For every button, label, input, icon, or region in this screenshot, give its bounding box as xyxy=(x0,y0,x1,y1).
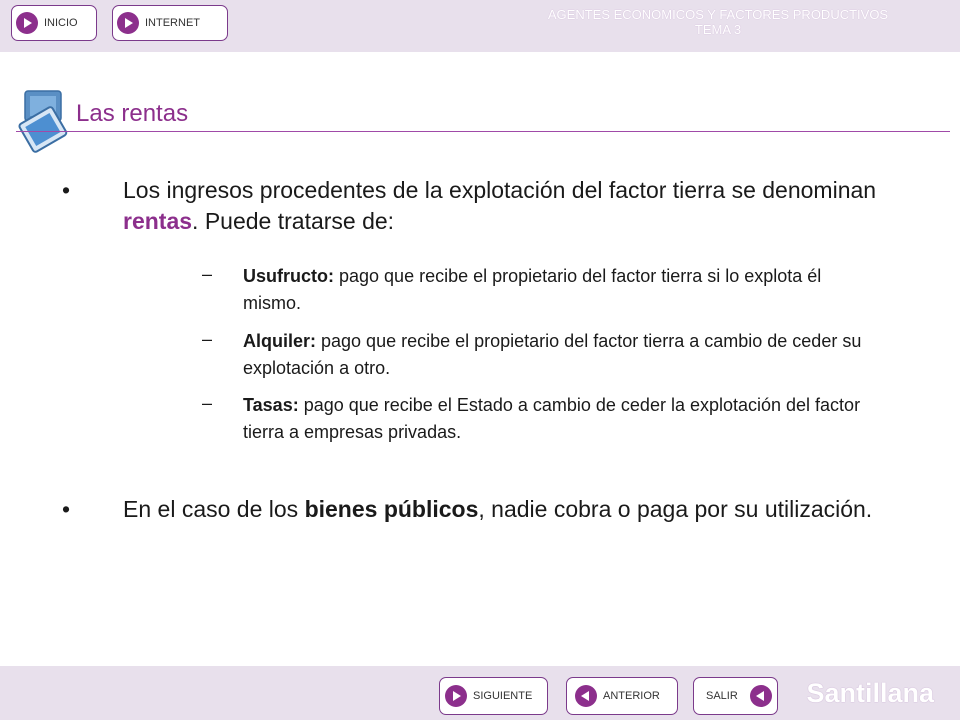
inicio-button[interactable] xyxy=(11,5,97,41)
slides-icon xyxy=(12,88,72,159)
bullet-1-text xyxy=(123,175,893,237)
sub-item-1-usufructo xyxy=(243,263,873,317)
arrow-left-icon xyxy=(575,685,597,707)
sub-item-3-tasas xyxy=(243,392,873,446)
internet-button[interactable] xyxy=(112,5,228,41)
siguiente-button[interactable] xyxy=(439,677,548,715)
santillana-logo: Santillana xyxy=(806,678,934,708)
arrow-left-icon xyxy=(750,685,772,707)
sub-item-3-marker: – xyxy=(202,393,213,413)
rentas-highlight: rentas xyxy=(123,208,193,234)
sub-item-2-alquiler xyxy=(243,328,873,382)
sub-item-2-term: Alquiler: xyxy=(243,331,317,351)
bullet-1-text-b: . Puede tratarse de: xyxy=(192,208,395,234)
arrow-right-icon xyxy=(445,685,467,707)
internet-label: INTERNET xyxy=(145,17,200,29)
sub-item-1-term: Usufructo: xyxy=(243,266,334,286)
salir-button[interactable] xyxy=(693,677,778,715)
bullet-1-text-a: Los ingresos procedentes de la explotación del factor tierra se denominan xyxy=(123,177,877,203)
section-divider xyxy=(16,131,950,132)
sub-item-3-text: pago que recibe el Estado a cambio de ceder la explotación del factor tierra a empresas privadas. xyxy=(243,395,861,442)
sub-item-2-text: pago que recibe el propietario del factor tierra a cambio de ceder su explotación a otro. xyxy=(243,331,862,378)
bullet-2-text-a: En el caso de los xyxy=(123,496,305,522)
presentation-title-line1: AGENTES ECONOMICOS Y FACTORES PRODUCTIVOS xyxy=(547,7,889,22)
siguiente-label: SIGUIENTE xyxy=(473,690,533,702)
inicio-label: INICIO xyxy=(44,17,78,29)
arrow-right-icon xyxy=(16,12,38,34)
sub-item-2-marker: – xyxy=(202,329,213,349)
anterior-button[interactable] xyxy=(566,677,678,715)
arrow-right-icon xyxy=(117,12,139,34)
salir-label: SALIR xyxy=(706,690,738,702)
sub-item-1-marker: – xyxy=(202,264,213,284)
section-title: Las rentas xyxy=(76,100,189,127)
bullet-2-text xyxy=(123,494,893,525)
bienes-publicos-bold: bienes públicos xyxy=(304,496,479,522)
bullet-1-marker: • xyxy=(62,177,71,203)
bullet-2-marker: • xyxy=(62,496,71,522)
bullet-2-text-b: , nadie cobra o paga por su utilización. xyxy=(478,496,873,522)
presentation-title xyxy=(498,7,938,37)
sub-item-1-text: pago que recibe el propietario del factor tierra si lo explota él mismo. xyxy=(243,266,822,313)
anterior-label: ANTERIOR xyxy=(603,690,660,702)
presentation-title-line2: TEMA 3 xyxy=(694,22,742,37)
sub-item-3-term: Tasas: xyxy=(243,395,299,415)
